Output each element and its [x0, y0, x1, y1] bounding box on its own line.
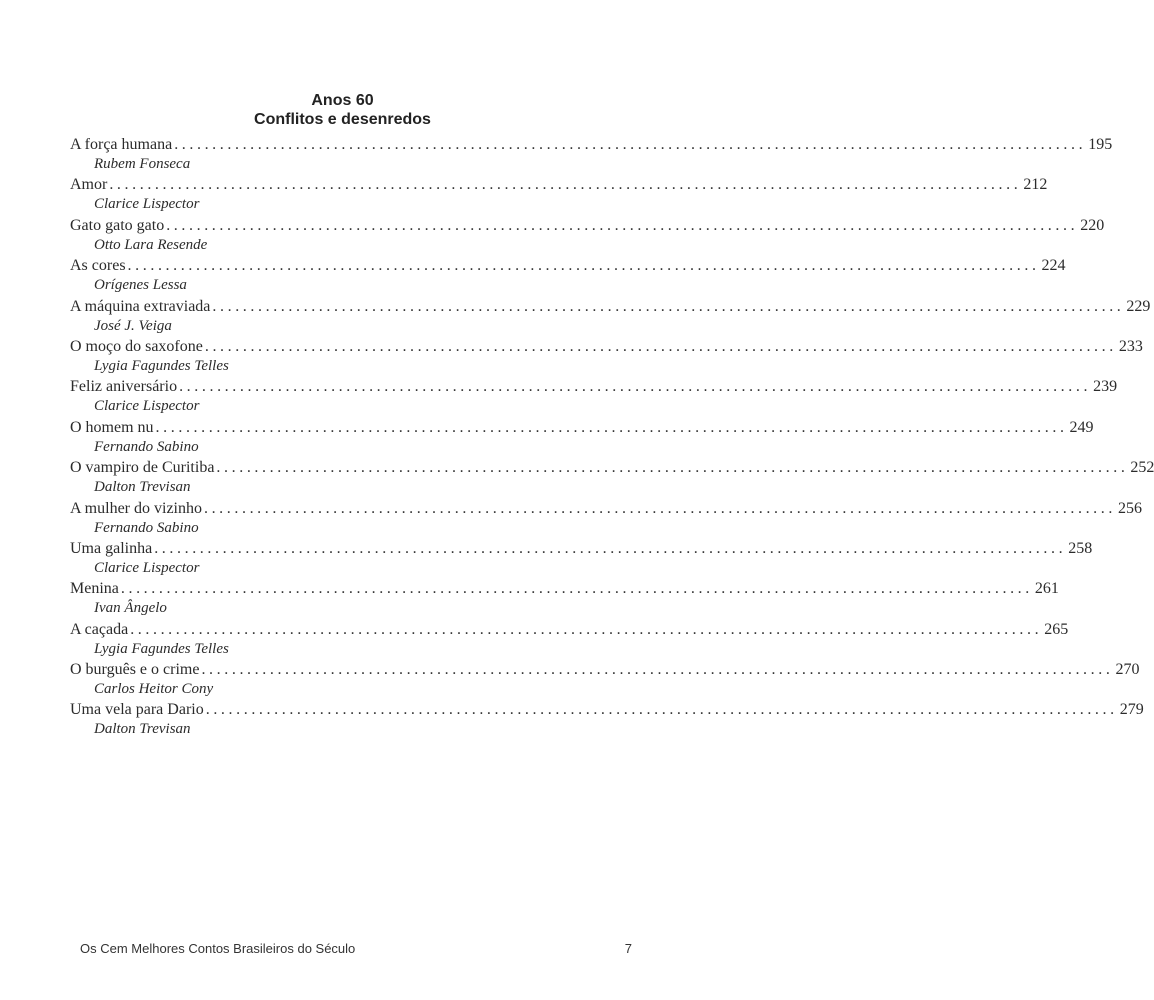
toc-entry-title: As cores — [70, 257, 126, 275]
toc-entry — [70, 538, 1093, 578]
toc-entry-author: Otto Lara Resende — [94, 236, 208, 253]
toc-entry-title: Gato gato gato — [70, 216, 165, 234]
toc-entry-author: Orígenes Lessa — [94, 277, 187, 294]
toc-entry-title: Uma galinha — [70, 539, 153, 557]
table-of-contents — [70, 134, 1154, 740]
toc-entry-author: Lygia Fagundes Telles — [94, 357, 229, 374]
toc-entry-page: 239 — [1093, 378, 1118, 396]
page-footer — [80, 941, 632, 956]
toc-entry-author: Dalton Trevisan — [94, 479, 191, 496]
toc-dot-leader: ........................................................................................................................ — [120, 580, 1033, 598]
toc-dot-leader: ........................................................................................................................ — [203, 499, 1116, 517]
toc-entry-line — [70, 619, 1069, 640]
toc-entry-line — [70, 457, 1154, 478]
toc-entry — [70, 174, 1048, 214]
toc-entry-line — [70, 174, 1048, 195]
toc-entry-page: 212 — [1023, 176, 1048, 194]
toc-entry-page: 258 — [1068, 539, 1093, 557]
toc-entry-title: O burguês e o crime — [70, 661, 200, 679]
toc-dot-leader: ........................................................................................................................ — [216, 459, 1129, 477]
toc-entry-line — [70, 376, 1118, 397]
toc-dot-leader: ........................................................................................................................ — [109, 176, 1022, 194]
toc-entry-page: 270 — [1115, 661, 1140, 679]
toc-entry-title: Menina — [70, 580, 119, 598]
toc-entry-author: Dalton Trevisan — [94, 721, 191, 738]
toc-entry-page: 265 — [1044, 620, 1069, 638]
toc-entry-author: Rubem Fonseca — [94, 156, 191, 172]
toc-entry-line — [70, 255, 1066, 276]
toc-entry-title: Amor — [70, 176, 108, 194]
toc-entry-line — [70, 215, 1105, 236]
toc-entry-author: Fernando Sabino — [94, 519, 199, 536]
toc-dot-leader: ........................................................................................................................ — [174, 136, 1087, 153]
toc-entry — [70, 699, 1144, 739]
toc-entry-page: 229 — [1126, 297, 1151, 315]
toc-entry — [70, 376, 1118, 416]
toc-dot-leader: ........................................................................................................................ — [201, 661, 1114, 679]
toc-dot-leader: ........................................................................................................................ — [204, 337, 1117, 355]
toc-entry-page: 249 — [1069, 418, 1094, 436]
toc-entry — [70, 498, 1142, 538]
toc-entry-line — [70, 336, 1143, 357]
toc-entry — [70, 215, 1105, 255]
toc-entry — [70, 296, 1151, 336]
section-decade-heading: Anos 60 — [311, 92, 374, 109]
toc-entry-title: A força humana — [70, 136, 173, 153]
toc-dot-leader: ........................................................................................................................ — [130, 620, 1043, 638]
section-subtitle-heading: Conflitos e desenredos — [254, 111, 431, 128]
toc-entry — [70, 578, 1059, 618]
toc-entry-page: 220 — [1080, 216, 1105, 234]
toc-entry-line — [70, 296, 1151, 317]
toc-entry-line — [70, 538, 1093, 559]
toc-entry-title: A máquina extraviada — [70, 297, 211, 315]
toc-entry-author: Fernando Sabino — [94, 438, 199, 455]
toc-entry — [70, 619, 1069, 659]
toc-entry-page: 279 — [1119, 701, 1144, 719]
toc-dot-leader: ........................................................................................................................ — [212, 297, 1125, 315]
toc-entry-author: Lygia Fagundes Telles — [94, 640, 229, 657]
toc-entry-title: O homem nu — [70, 418, 154, 436]
toc-entry-page: 233 — [1118, 337, 1143, 355]
toc-entry-line — [70, 699, 1144, 720]
toc-entry-author: Carlos Heitor Cony — [94, 681, 214, 698]
toc-dot-leader: ........................................................................................................................ — [205, 701, 1118, 719]
toc-entry-page: 252 — [1130, 459, 1154, 477]
footer-book-title: Os Cem Melhores Contos Brasileiros do Século — [80, 941, 356, 956]
toc-entry-author: Ivan Ângelo — [94, 600, 167, 617]
toc-entry — [70, 659, 1140, 699]
toc-entry-page: 195 — [1088, 136, 1113, 153]
footer-page-number: 7 — [624, 941, 632, 956]
toc-entry-title: A mulher do vizinho — [70, 499, 202, 517]
toc-entry-line — [70, 578, 1059, 599]
toc-dot-leader: ........................................................................................................................ — [179, 378, 1092, 396]
toc-entry — [70, 457, 1154, 497]
toc-entry-author: Clarice Lispector — [94, 398, 200, 415]
toc-entry-title: O moço do saxofone — [70, 337, 203, 355]
toc-entry-title: O vampiro de Curitiba — [70, 459, 215, 477]
toc-entry-author: Clarice Lispector — [94, 559, 200, 576]
toc-entry-line — [70, 417, 1094, 438]
toc-dot-leader: ........................................................................................................................ — [155, 418, 1068, 436]
toc-entry — [70, 336, 1143, 376]
toc-entry-page: 224 — [1041, 257, 1066, 275]
toc-entry — [70, 134, 1113, 174]
toc-entry-line — [70, 498, 1142, 519]
toc-entry-title: Feliz aniversário — [70, 378, 178, 396]
toc-entry — [70, 255, 1066, 295]
toc-entry-line — [70, 659, 1140, 680]
toc-entry-author: José J. Veiga — [94, 317, 172, 334]
toc-entry-page: 261 — [1034, 580, 1059, 598]
toc-entry-page: 256 — [1117, 499, 1142, 517]
toc-entry-title: Uma vela para Dario — [70, 701, 204, 719]
toc-dot-leader: ........................................................................................................................ — [166, 216, 1079, 234]
toc-dot-leader: ........................................................................................................................ — [154, 539, 1067, 557]
toc-entry-title: A caçada — [70, 620, 129, 638]
toc-entry — [70, 417, 1094, 457]
toc-entry-author: Clarice Lispector — [94, 196, 200, 213]
toc-dot-leader: ........................................................................................................................ — [127, 257, 1040, 275]
toc-entry-line — [70, 134, 1113, 155]
